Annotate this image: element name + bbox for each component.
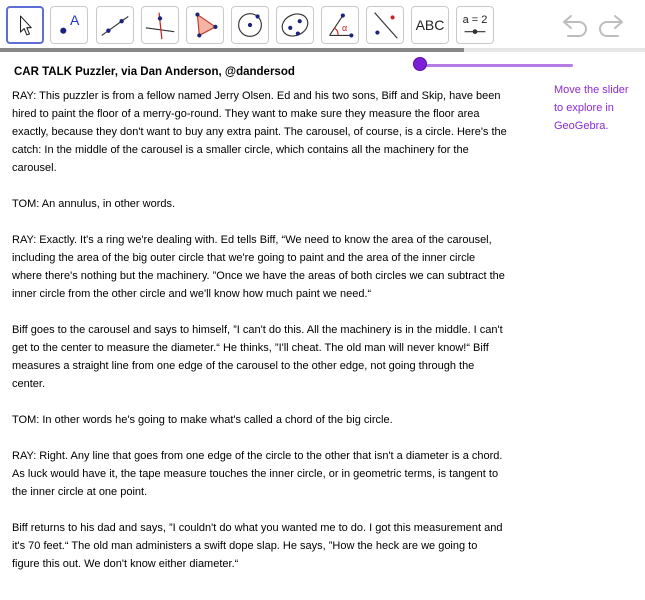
- slider-tool-label: a = 2: [462, 14, 488, 26]
- story-paragraph: RAY: Right. Any line that goes from one edge of the circle to the other that isn't a diameter is a chord. As luck would have it, the tape measure touches the inner circle, or in geometric terms, is tangent to the inner circle at one point.: [12, 450, 503, 498]
- angle-icon: [322, 7, 358, 43]
- perpendicular-line-icon: [142, 7, 178, 43]
- story-paragraph: Biff goes to the carousel and says to himself, ”I can't do this. All the machinery is in the middle. I can't get to the center to measure the diameter.“ He thinks, ”I'll cheat. The old man will never know!“ Biff measures a straight line from one edge of the carousel to the other edge, not going through the center.: [12, 324, 503, 390]
- polygon-tool-button[interactable]: [186, 6, 224, 44]
- undo-icon: [560, 12, 590, 40]
- circle-center-icon: [232, 7, 268, 43]
- point-label: A: [70, 12, 80, 28]
- line-tool-button[interactable]: [96, 6, 134, 44]
- reflect-tool-button[interactable]: [366, 6, 404, 44]
- slider-tool-button[interactable]: [456, 6, 494, 44]
- toolbar: [0, 0, 645, 52]
- text-tool-label: ABC: [415, 17, 445, 33]
- reflect-icon: [367, 7, 403, 43]
- slider-hint-text: Move the slider to explore in GeoGebra.: [554, 84, 629, 132]
- story-paragraph: RAY: Exactly. It's a ring we're dealing with. Ed tells Biff, “We need to know the area of the carousel, including the area of the big outer circle that we're going to paint and the area of the inner circle where there's nothing but the machinery. ”Once we have the areas of both circles we can subtract the inner circle from the other circle and we'll know how much paint we need.“: [12, 234, 505, 300]
- text-tool-button[interactable]: [411, 6, 449, 44]
- ellipse-tool-button[interactable]: [276, 6, 314, 44]
- ellipse-icon: [277, 7, 313, 43]
- perpendicular-line-tool-button[interactable]: [141, 6, 179, 44]
- story-paragraph: TOM: An annulus, in other words.: [12, 198, 176, 210]
- story-paragraph: TOM: In other words he's going to make what's called a chord of the big circle.: [12, 414, 393, 426]
- angle-label: α: [342, 23, 348, 33]
- line-icon: [97, 7, 133, 43]
- story-paragraph: RAY: This puzzler is from a fellow named Jerry Olsen. Ed and his two sons, Biff and Skip, have been hired to paint the floor of a merry-go-round. They want to make sure they measure the floor area exactly, because they don't want to buy any extra paint. The carousel, of course, is a circle. Here's the catch: In the middle of the carousel is a smaller circle, which contains all the machinery for the carousel.: [12, 90, 507, 174]
- redo-icon: [596, 12, 626, 40]
- point-icon: [51, 7, 87, 43]
- cursor-icon: [8, 8, 42, 42]
- puzzle-title: CAR TALK Puzzler, via Dan Anderson, @dandersod: [14, 66, 295, 78]
- toolbar-scroll-thumb[interactable]: [0, 48, 464, 52]
- slider-track[interactable]: [421, 64, 573, 67]
- point-tool-button[interactable]: [50, 6, 88, 44]
- polygon-icon: [187, 7, 223, 43]
- slider-icon: [457, 7, 493, 43]
- undo-button[interactable]: [560, 12, 590, 40]
- angle-tool-button[interactable]: [321, 6, 359, 44]
- circle-tool-button[interactable]: [231, 6, 269, 44]
- story-paragraph: Biff returns to his dad and says, ”I couldn't do what you wanted me to do. I got this measurement and it's 70 feet.“ The old man administers a swift dope slap. He says, ”How the heck are we going to figure this out. We don't know either diameter.“: [12, 522, 503, 570]
- move-tool-button[interactable]: [6, 6, 44, 44]
- slider-handle[interactable]: [413, 57, 427, 71]
- redo-button[interactable]: [596, 12, 626, 40]
- puzzle-story: [12, 87, 507, 591]
